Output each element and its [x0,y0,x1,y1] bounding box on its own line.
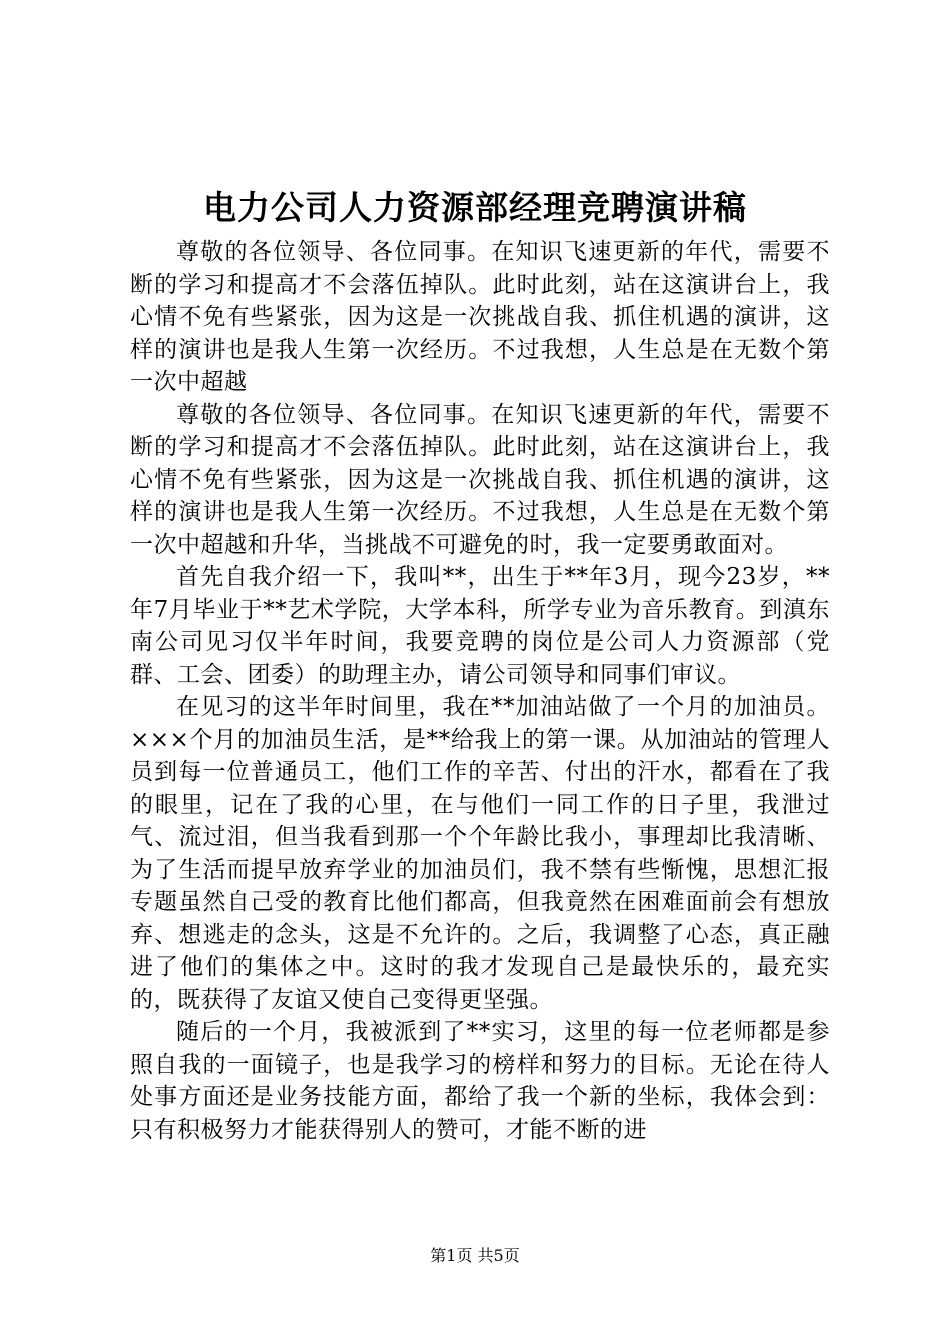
document-body [130,236,830,1146]
page-title: 电力公司人力资源部经理竞聘演讲稿 [203,188,747,227]
paragraph-5: 随后的一个月，我被派到了**实习，这里的每一位老师都是参照自我的一面镜子，也是我学习的榜样和努力的目标。无论在待人处事方面还是业务技能方面，都给了我一个新的坐标，我体会到：只有积极努力才能获得别人的赞可，才能不断的进 [130,1019,830,1143]
paragraph-1: 尊敬的各位领导、各位同事。在知识飞速更新的年代，需要不断的学习和提高才不会落伍掉队。此时此刻，站在这演讲台上，我心情不免有些紧张，因为这是一次挑战自我、抓住机遇的演讲，这样的演讲也是我人生第一次经历。不过我想，人生总是在无数个第一次中超越 [130,239,830,395]
page-number-footer: 第1页 共5页 [430,1246,520,1265]
paragraph-4: 在见习的这半年时间里，我在**加油站做了一个月的加油员。×××个月的加油员生活，是**给我上的第一课。从加油站的管理人员到每一位普通员工，他们工作的辛苦、付出的汗水，都看在了我的眼里，记在了我的心里，在与他们一同工作的日子里，我泄过气、流过泪，但当我看到那一个个年龄比我小，事理却比我清晰、为了生活而提早放弃学业的加油员们，我不禁有些惭愧，思想汇报专题虽然自己受的教育比他们都高，但我竟然在困难面前会有想放弃、想逃走的念头，这是不允许的。之后，我调整了心态，真正融进了他们的集体之中。这时的我才发现自己是最快乐的，最充实的，既获得了友谊又使自己变得更坚强。 [130,694,830,1013]
paragraph-2: 尊敬的各位领导、各位同事。在知识飞速更新的年代，需要不断的学习和提高才不会落伍掉队。此时此刻，站在这演讲台上，我心情不免有些紧张，因为这是一次挑战自我、抓住机遇的演讲，这样的演讲也是我人生第一次经历。不过我想，人生总是在无数个第一次中超越和升华，当挑战不可避免的时，我一定要勇敢面对。 [130,401,830,558]
paragraph-3: 首先自我介绍一下，我叫**，出生于**年3月，现今23岁，**年7月毕业于**艺术学院，大学本科，所学专业为音乐教育。到滇东南公司见习仅半年时间，我要竞聘的岗位是公司人力资源部（党群、工会、团委）的助理主办，请公司领导和同事们审议。 [130,564,830,688]
